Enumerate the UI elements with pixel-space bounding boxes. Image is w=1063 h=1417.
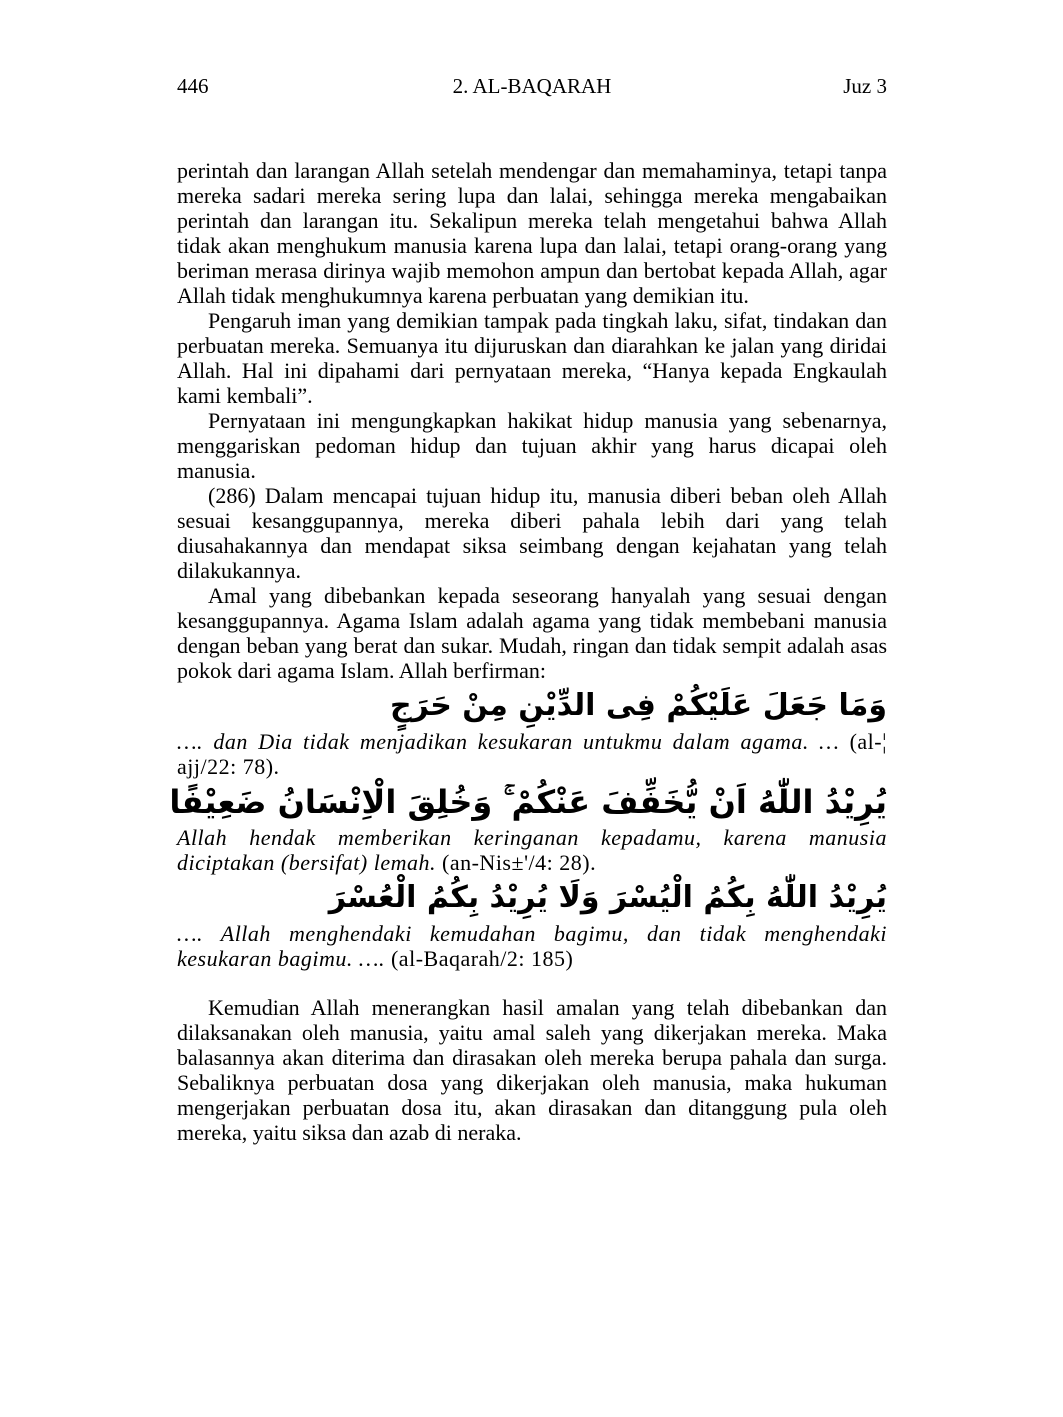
chapter-title: 2. AL-BAQARAH (452, 74, 612, 98)
verse-reference: (al-Baqarah/2: 185) (390, 946, 574, 971)
paragraph: (286) Dalam mencapai tujuan hidup itu, manusia diberi beban oleh Allah sesuai kesanggupannya, mereka diberi pahala lebih dari yang telah diusahakannya dan mendapat siksa seimbang dengan kejahatan yang telah dilakukannya. (177, 483, 887, 583)
juz-label: Juz 3 (843, 74, 887, 98)
paragraph: perintah dan larangan Allah setelah mendengar dan memahaminya, tetapi tanpa mereka sadari mereka sering lupa dan lalai, sehingga mereka mengabaikan perintah dan larangan itu. Sekalipun mereka telah mengetahui bahwa Allah tidak akan menghukum manusia karena lupa dan lalai, tetapi orang-orang yang beriman merasa dirinya wajib memohon ampun dan bertobat kepada Allah, agar Allah tidak menghukumnya karena perbuatan yang demikian itu. (177, 158, 887, 308)
paragraph: Pengaruh iman yang demikian tampak pada tingkah laku, sifat, tindakan dan perbuatan mereka. Semuanya itu dijuruskan dan diarahkan ke jalan yang diridai Allah. Hal ini dipahami dari pernyataan mereka, “Hanya kepada Engkaulah kami kembali”. (177, 308, 887, 408)
page-number: 446 (177, 74, 209, 98)
arabic-verse: وَمَا جَعَلَ عَلَيْكُمْ فِى الدِّيْنِ مِنْ حَرَجٍ (389, 688, 887, 723)
paragraph: Kemudian Allah menerangkan hasil amalan yang telah dibebankan dan dilaksanakan oleh manusia, yaitu amal saleh yang dikerjakan mereka. Maka balasannya akan diterima dan dirasakan oleh mereka berupa pahala dan surga. Sebaliknya perbuatan dosa yang dikerjakan oleh manusia, maka hukuman mengerjakan perbuatan dosa itu, akan dirasakan dan ditanggung pula oleh mereka, yaitu siksa dan azab di neraka. (177, 995, 887, 1145)
spacer (177, 971, 887, 995)
verse-translation (177, 825, 887, 875)
translation-text: Allah hendak memberikan keringanan kepadamu, karena manusia diciptakan (bersifat) lemah. (177, 825, 887, 875)
translation-text: …. Allah menghendaki kemudahan bagimu, dan tidak menghendaki kesukaran bagimu. …. (177, 921, 887, 971)
verse-reference: (al-¦ ajj/22: 78). (177, 729, 887, 779)
arabic-verse: يُرِيْدُ اللّٰهُ بِكُمُ الْيُسْرَ وَلَا يُرِيْدُ بِكُمُ الْعُسْرَ (328, 880, 887, 915)
page-header (177, 72, 887, 100)
paragraph: Pernyataan ini mengungkapkan hakikat hidup manusia yang sebenarnya, menggariskan pedoman hidup dan tujuan akhir yang harus dicapai oleh manusia. (177, 408, 887, 483)
verse-translation (177, 729, 887, 779)
translation-text: …. dan Dia tidak menjadikan kesukaran untukmu dalam agama. … (177, 729, 840, 754)
arabic-verse: يُرِيْدُ اللّٰهُ اَنْ يُّخَفِّفَ عَنْكُمْ ۚ وَخُلِقَ الْاِنْسَانُ ضَعِيْفًا (169, 783, 887, 821)
verse-translation (177, 921, 887, 971)
verse-reference: (an-Nis±'/4: 28). (442, 850, 597, 875)
page-body (169, 158, 887, 1145)
paragraph: Amal yang dibebankan kepada seseorang hanyalah yang sesuai dengan kesanggupannya. Agama Islam adalah agama yang tidak membebani manusia dengan beban yang berat dan sukar. Mudah, ringan dan tidak sempit adalah asas pokok dari agama Islam. Allah berfirman: (177, 583, 887, 683)
